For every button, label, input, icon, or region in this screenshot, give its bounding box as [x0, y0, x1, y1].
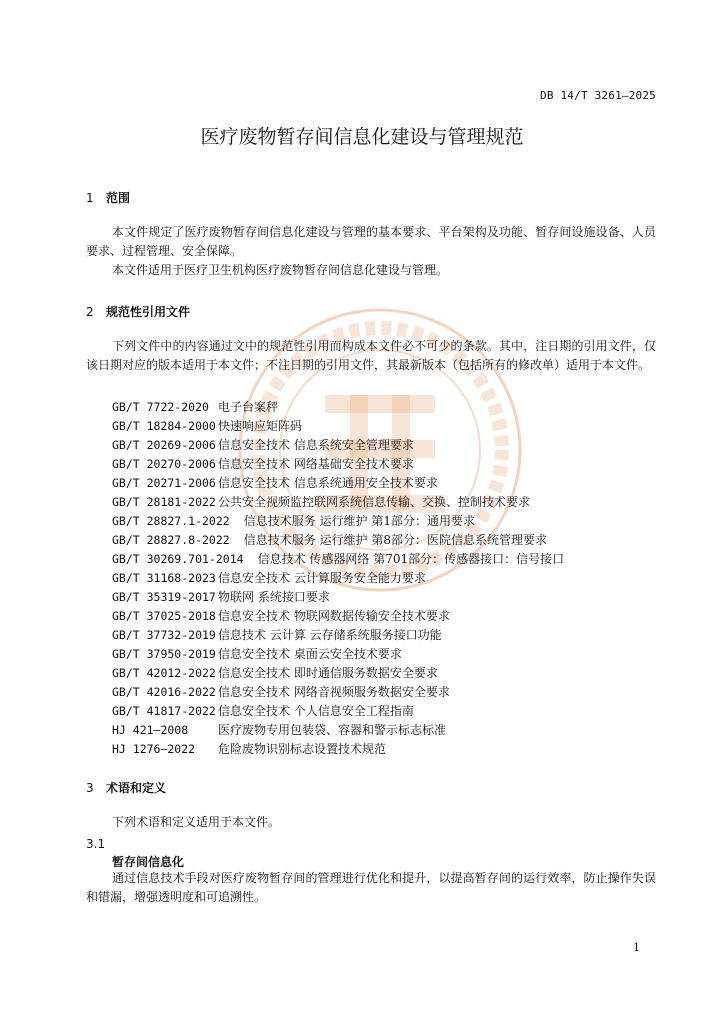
reference-title: 医疗废物专用包装袋、容器和警示标志标准 [218, 723, 447, 737]
reference-title: 信息技术 传感器网络 第701部分：传感器接口：信号接口 [257, 552, 565, 566]
reference-item [112, 493, 564, 512]
reference-item [112, 474, 564, 493]
standard-code: DB 14/T 3261—2025 [540, 89, 656, 102]
terms-intro: 下列术语和定义适用于本文件。 [112, 815, 281, 829]
reference-code: GB/T 31168-2023 [112, 571, 216, 585]
reference-code: GB/T 20271-2006 [112, 476, 216, 490]
reference-title: 信息安全技术 网络音视频服务数据安全要求 [218, 685, 450, 699]
reference-code: GB/T 30269.701-2014 [112, 552, 244, 566]
reference-code: GB/T 41817-2022 [112, 704, 216, 718]
reference-title: 信息安全技术 个人信息安全工程指南 [218, 704, 414, 718]
term-number: 3.1 [86, 837, 106, 851]
reference-item [112, 607, 564, 626]
reference-item [112, 417, 564, 436]
scope-paragraph-2: 本文件适用于医疗卫生机构医疗废物暂存间信息化建设与管理。 [112, 263, 449, 277]
reference-item [112, 626, 564, 645]
section-heading-scope [86, 189, 130, 206]
reference-title: 信息安全技术 信息系统通用安全技术要求 [218, 476, 438, 490]
reference-title: 物联网 系统接口要求 [218, 590, 330, 604]
reference-title: 危险废物识别标志设置技术规范 [218, 742, 387, 756]
reference-code: GB/T 18284-2000 [112, 419, 216, 433]
reference-item [112, 664, 564, 683]
reference-item [112, 588, 564, 607]
reference-title: 信息技术 云计算 云存储系统服务接口功能 [218, 628, 442, 642]
reference-list [112, 398, 564, 759]
reference-code: GB/T 20269-2006 [112, 438, 216, 452]
reference-code: GB/T 28827.8-2022 [112, 533, 230, 547]
reference-item [112, 683, 564, 702]
reference-code: HJ 1276—2022 [112, 742, 196, 756]
reference-item [112, 455, 564, 474]
reference-title: 信息安全技术 桌面云安全技术要求 [218, 647, 402, 661]
reference-title: 信息安全技术 物联网数据传输安全技术要求 [218, 609, 450, 623]
reference-title: 信息技术服务 运行维护 第1部分：通用要求 [243, 514, 475, 528]
reference-title: 信息技术服务 运行维护 第8部分：医院信息系统管理要求 [243, 533, 547, 547]
reference-item [112, 740, 564, 759]
section-number: 3 [86, 781, 94, 795]
reference-item [112, 569, 564, 588]
section-number: 1 [86, 191, 94, 205]
section-title: 范围 [106, 191, 131, 205]
reference-title: 信息安全技术 网络基础安全技术要求 [218, 457, 414, 471]
section-number: 2 [86, 305, 94, 319]
page-number: 1 [633, 941, 640, 954]
reference-title: 信息安全技术 即时通信服务数据安全要求 [218, 666, 438, 680]
reference-item [112, 512, 564, 531]
reference-item [112, 531, 564, 550]
reference-code: GB/T 37025-2018 [112, 609, 216, 623]
reference-code: GB/T 28827.1-2022 [112, 514, 230, 528]
reference-item [112, 398, 564, 417]
reference-title: 信息安全技术 云计算服务安全能力要求 [218, 571, 426, 585]
reference-item [112, 702, 564, 721]
section-title: 术语和定义 [106, 781, 167, 795]
reference-item [112, 436, 564, 455]
reference-item [112, 550, 564, 569]
reference-code: GB/T 7722-2020 [112, 400, 209, 414]
reference-code: GB/T 42016-2022 [112, 685, 216, 699]
section-heading-terms [86, 779, 166, 796]
section-heading-normative [86, 303, 190, 320]
section-title: 规范性引用文件 [106, 305, 191, 319]
term-name: 暂存间信息化 [112, 855, 185, 869]
reference-code: GB/T 37732-2019 [112, 628, 216, 642]
reference-title: 公共安全视频监控联网系统信息传输、交换、控制技术要求 [218, 495, 531, 509]
reference-code: GB/T 37950-2019 [112, 647, 216, 661]
reference-code: GB/T 20270-2006 [112, 457, 216, 471]
normative-intro: 下列文件中的内容通过文中的规范性引用而构成本文件必不可少的条款。其中，注日期的引用文件，仅该日期对应的版本适用于本文件；不注日期的引用文件，其最新版本（包括所有的修改单）适用于本文件。 [86, 339, 656, 372]
reference-item [112, 645, 564, 664]
reference-code: GB/T 42012-2022 [112, 666, 216, 680]
reference-item [112, 721, 564, 740]
reference-code: GB/T 35319-2017 [112, 590, 216, 604]
document-title: 医疗废物暂存间信息化建设与管理规范 [200, 126, 524, 148]
reference-code: GB/T 28181-2022 [112, 495, 216, 509]
reference-code: HJ 421—2008 [112, 723, 189, 737]
reference-title: 快速响应矩阵码 [218, 419, 303, 433]
term-definition: 通过信息技术手段对医疗废物暂存间的管理进行优化和提升，以提高暂存间的运行效率，防止操作失误和错漏，增强透明度和可追溯性。 [86, 871, 656, 904]
reference-title: 电子台案秤 [218, 400, 279, 414]
scope-paragraph-1: 本文件规定了医疗废物暂存间信息化建设与管理的基本要求、平台架构及功能、暂存间设施设备、人员要求、过程管理、安全保障。 [86, 225, 656, 258]
reference-title: 信息安全技术 信息系统安全管理要求 [218, 438, 414, 452]
